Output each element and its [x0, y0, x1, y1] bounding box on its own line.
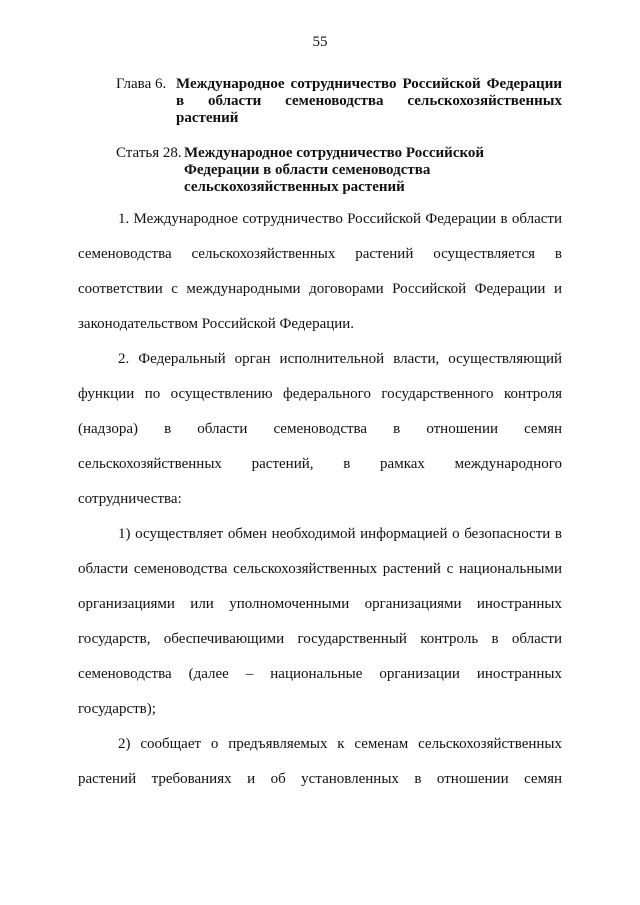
body-line: законодательством Российской Федерации.	[78, 316, 355, 332]
article-title-line: сельскохозяйственных растений	[184, 179, 405, 195]
body-line: 2) сообщает о предъявляемых к семенам сельскохозяйственных	[118, 736, 562, 752]
chapter-heading	[116, 76, 562, 127]
body-line: сельскохозяйственных растений, в рамках международного	[78, 456, 562, 472]
chapter-title-line: растений	[176, 110, 239, 126]
body-line: соответствии с международными договорами Российской Федерации и	[78, 281, 562, 297]
body-line: 1. Международное сотрудничество Российской Федерации в области	[118, 211, 562, 227]
article-heading	[116, 145, 506, 196]
body-line: государств, обеспечивающими государственный контроль в области	[78, 631, 562, 647]
body-line: 1) осуществляет обмен необходимой информацией о безопасности в	[118, 526, 562, 542]
body-line: организациями или уполномоченными организациями иностранных	[78, 596, 562, 612]
body-line: 2. Федеральный орган исполнительной власти, осуществляющий	[118, 351, 562, 367]
chapter-title-line: Международное сотрудничество Российской Федерации	[176, 76, 562, 92]
body-line: государств);	[78, 701, 156, 717]
body-line: семеноводства (далее – национальные организации иностранных	[78, 666, 562, 682]
body-line: (надзора) в области семеноводства в отношении семян	[78, 421, 562, 437]
body-line: функции по осуществлению федерального государственного контроля	[78, 386, 562, 402]
article-title-line: Международное сотрудничество Российской	[184, 145, 485, 161]
article-lead: Статья 28.	[116, 145, 182, 161]
body-line: семеноводства сельскохозяйственных растений осуществляется в	[78, 246, 562, 262]
body-line: сотрудничества:	[78, 491, 182, 507]
body-line: области семеноводства сельскохозяйственных растений с национальными	[78, 561, 562, 577]
page-number: 55	[312, 34, 328, 50]
chapter-lead: Глава 6.	[116, 76, 167, 92]
article-title-line: Федерации в области семеноводства	[184, 162, 431, 178]
body-line: растений требованиях и об установленных в отношении семян	[78, 771, 562, 787]
chapter-title-line: в области семеноводства сельскохозяйственных	[176, 93, 562, 109]
